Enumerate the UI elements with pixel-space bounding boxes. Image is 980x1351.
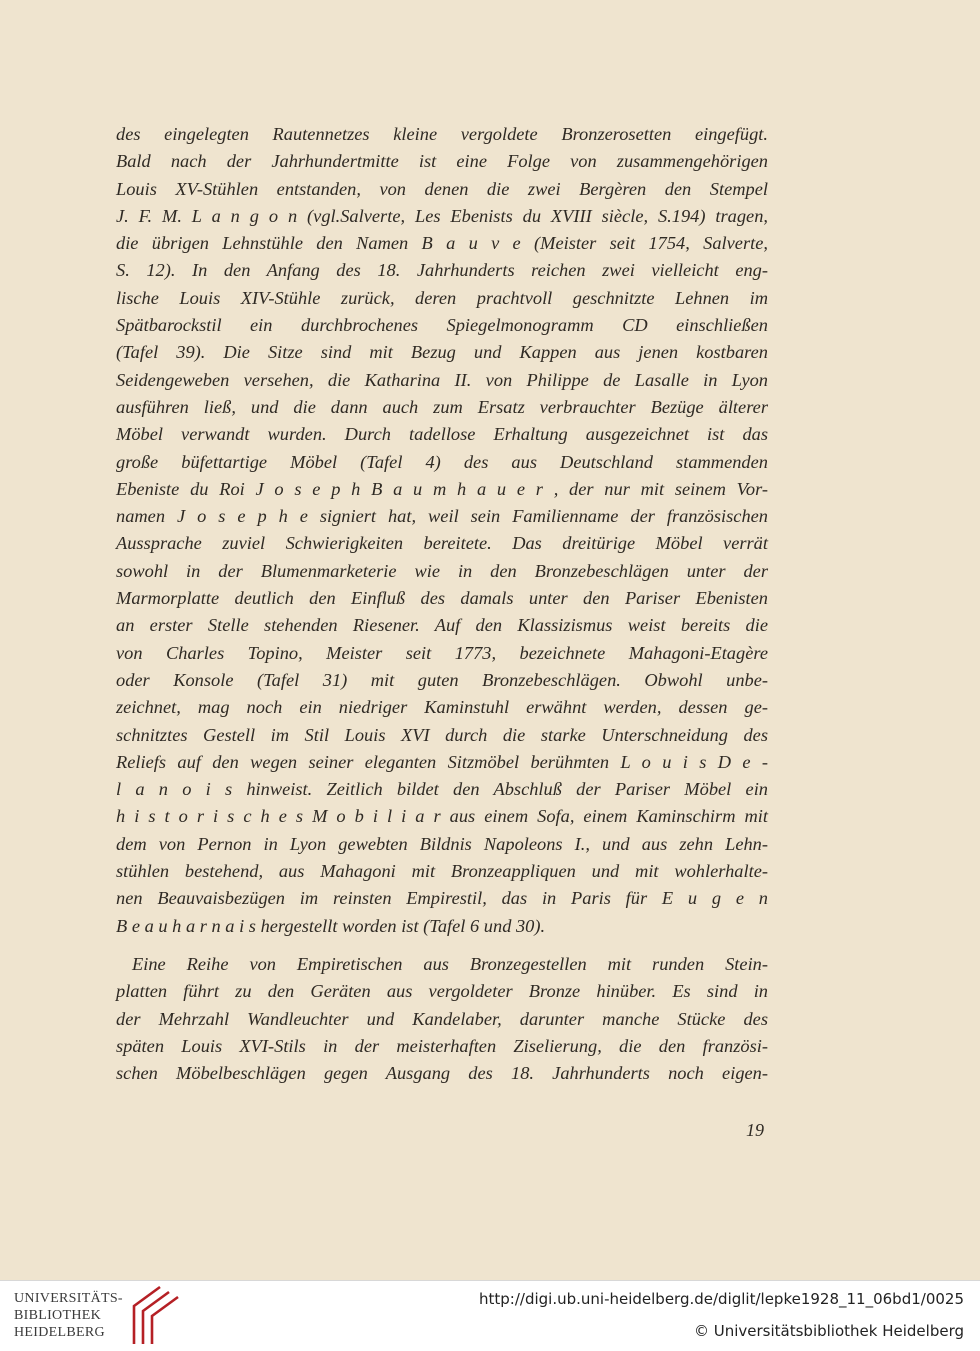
text-line: Eine Reihe von Empiretischen aus Bronzegestellen mit runden Stein- [132, 953, 768, 974]
footer-copyright: © Universitätsbibliothek Heidelberg [693, 1322, 964, 1340]
text-line: nen Beauvaisbezügen im reinsten Empirestil, das in Paris für E u g e n [116, 888, 768, 909]
text-line: Seidengeweben versehen, die Katharina II. von Philippe de Lasalle in Lyon [116, 369, 768, 390]
text-line: an erster Stelle stehenden Riesener. Auf den Klassizismus weist bereits die [116, 615, 768, 636]
text-line: späten Louis XVI-Stils in der meisterhaften Ziselierung, die den französi- [116, 1035, 768, 1056]
text-line: Reliefs auf den wegen seiner eleganten Sitzmöbel berühmten L o u i s D e - [116, 751, 768, 772]
text-line: Möbel verwandt wurden. Durch tadellose Erhaltung ausgezeichnet ist das [116, 424, 768, 445]
text-line: Ebeniste du Roi J o s e p h B a u m h a u e r , der nur mit seinem Vor- [116, 478, 768, 499]
text-line: lische Louis XIV-Stühle zurück, deren prachtvoll geschnitzte Lehnen im [116, 287, 768, 308]
text-line: h i s t o r i s c h e s M o b i l i a r aus einem Sofa, einem Kaminschirm mit [116, 806, 768, 827]
page-number: 19 [746, 1120, 764, 1140]
library-logo-icon [130, 1284, 180, 1346]
text-line: Marmorplatte deutlich den Einfluß des damals unter den Pariser Ebenisten [116, 588, 768, 609]
text-line: namen J o s e p h e signiert hat, weil sein Familienname der französischen [116, 506, 768, 527]
text-line: dem von Pernon in Lyon gewebten Bildnis Napoleons I., und aus zehn Lehn- [116, 833, 768, 854]
text-line: die übrigen Lehnstühle den Namen B a u v e (Meister seit 1754, Salverte, [116, 233, 768, 254]
text-line: J. F. M. L a n g o n (vgl.Salverte, Les Ebenists du XVIII siècle, S.194) tragen, [116, 205, 768, 226]
text-line: l a n o i s hinweist. Zeitlich bildet den Abschluß der Pariser Möbel ein [116, 779, 768, 800]
text-line: B e a u h a r n a i s hergestellt worden ist (Tafel 6 und 30). [116, 915, 546, 936]
text-line: ausführen ließ, und die dann auch zum Ersatz verbrauchter Bezüge älterer [116, 396, 768, 417]
footer-url-link[interactable]: http://digi.ub.uni-heidelberg.de/diglit/lepke1928_11_06bd1/0025 [479, 1290, 964, 1308]
text-line: oder Konsole (Tafel 31) mit guten Bronzebeschlägen. Obwohl unbe- [116, 669, 768, 690]
text-line: Bald nach der Jahrhundertmitte ist eine Folge von zusammengehörigen [116, 151, 768, 172]
paragraph-gap [116, 940, 768, 951]
text-line: des eingelegten Rautennetzes kleine vergoldete Bronzerosetten eingefügt. [116, 124, 768, 144]
text-line: sowohl in der Blumenmarketerie wie in den Bronzebeschlägen unter der [116, 560, 768, 581]
text-line: S. 12). In den Anfang des 18. Jahrhunderts reichen zwei vielleicht eng- [116, 260, 768, 281]
text-line: (Tafel 39). Die Sitze sind mit Bezug und Kappen aus jenen kostbaren [116, 342, 768, 363]
text-line: schen Möbelbeschlägen gegen Ausgang des 18. Jahrhunderts noch eigen- [116, 1063, 768, 1084]
text-line: von Charles Topino, Meister seit 1773, bezeichnete Mahagoni-Etagère [116, 642, 768, 663]
text-line: schnitztes Gestell im Stil Louis XVI durch die starke Unterschneidung des [116, 724, 768, 745]
text-line: große büfettartige Möbel (Tafel 4) des aus Deutschland stammenden [116, 451, 768, 472]
library-name-line-1: UNIVERSITÄTS- [14, 1291, 123, 1306]
text-line: Louis XV-Stühlen entstanden, von denen die zwei Bergèren den Stempel [116, 178, 768, 199]
text-line: platten führt zu den Geräten aus vergoldeter Bronze hinüber. Es sind in [116, 981, 768, 1002]
text-line: stühlen bestehend, aus Mahagoni mit Bronzeappliquen und mit wohlerhalte- [116, 861, 768, 882]
library-name-line-3: HEIDELBERG [14, 1325, 105, 1340]
text-line: Spätbarockstil ein durchbrochenes Spiegelmonogramm CD einschließen [116, 315, 768, 336]
text-line: der Mehrzahl Wandleuchter und Kandelaber, darunter manche Stücke des [116, 1008, 768, 1029]
library-name-line-2: BIBLIOTHEK [14, 1308, 101, 1323]
text-line: Aussprache zuviel Schwierigkeiten bereitete. Das dreitürige Möbel verrät [116, 533, 768, 554]
body-text [116, 121, 768, 1087]
text-line: zeichnet, mag noch ein niedriger Kaminstuhl erwähnt werden, dessen ge- [116, 697, 768, 718]
